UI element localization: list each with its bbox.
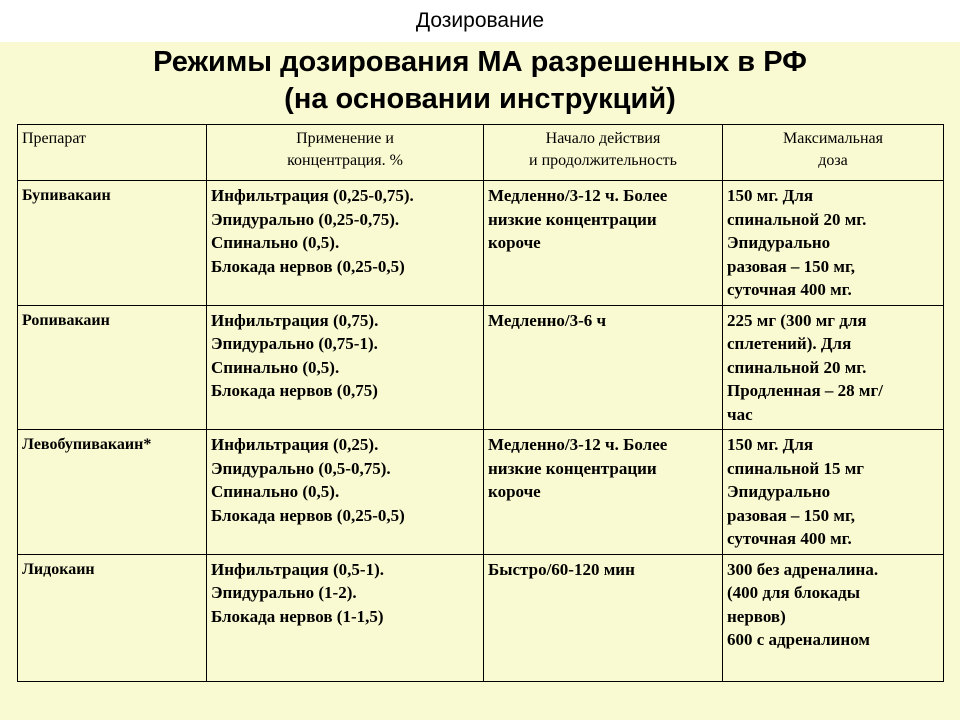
cell-line: Блокада нервов (0,75) [211,381,378,400]
cell-line: Начало действия [545,130,661,147]
cell-line: Продленная – 28 мг/ [727,381,883,400]
cell-maxdose [723,305,944,430]
title-line-2: (на основании инструкций) [284,83,676,115]
cell-line: час [727,404,753,424]
cell-line: 600 с адреналином [727,630,870,649]
header-cell-application [207,125,484,181]
dosing-table [17,124,944,682]
cell-line: 225 мг (300 мг для [727,310,867,330]
cell-line: Быстро/60-120 мин [488,559,635,579]
header-cell-drug [18,125,207,181]
cell-line: Препарат [22,130,86,147]
page-title [0,44,960,118]
cell-line: разовая – 150 мг, [727,256,856,276]
cell-line: Блокада нервов (0,25-0,5) [211,256,405,276]
cell-maxdose [723,430,944,555]
cell-line: Эпидурально (1-2). [211,583,357,602]
cell-onset [484,554,723,681]
cell-onset [484,430,723,555]
cell-line: низкие концентрации [488,209,657,229]
cell-drug: Лидокаин [18,554,207,681]
cell-line: Инфильтрация (0,25). [211,435,379,454]
cell-line: Спинально (0,5). [211,357,340,377]
cell-application [207,554,484,681]
cell-application [207,430,484,555]
cell-line: Спинально (0,5). [211,233,340,252]
cell-line: Эпидурально [727,233,831,252]
cell-line: концентрация. % [287,152,403,169]
cell-line: Эпидурально (0,25-0,75). [211,209,400,229]
cell-line: Медленно/3-12 ч. Более [488,435,668,454]
cell-line: Максимальная [783,130,883,147]
cell-line: Блокада нервов (0,25-0,5) [211,505,405,525]
table-row [18,554,944,681]
cell-line: Инфильтрация (0,5-1). [211,559,384,579]
cell-line: 300 без адреналина. [727,559,879,579]
cell-line: Применение и [296,130,394,147]
title-line-1: Режимы дозирования МА разрешенных в РФ [153,46,807,78]
cell-line: Эпидурально [727,482,831,501]
slide-header-label: Дозирование [415,9,545,32]
cell-line: низкие концентрации [488,458,657,478]
slide-header [0,0,960,42]
cell-line: суточная 400 мг. [727,529,852,548]
cell-application [207,181,484,306]
cell-line: разовая – 150 мг, [727,505,856,525]
table-header-row [18,125,944,181]
cell-line: Эпидурально (0,75-1). [211,334,378,353]
cell-drug: Ропивакаин [18,305,207,430]
cell-line: Эпидурально (0,5-0,75). [211,458,391,478]
cell-line: сплетений). Для [727,334,852,353]
table-row [18,430,944,555]
cell-line: Инфильтрация (0,25-0,75). [211,186,414,205]
cell-line: (400 для блокады [727,583,861,602]
cell-line: Спинально (0,5). [211,482,340,501]
cell-line: Инфильтрация (0,75). [211,310,379,330]
cell-line: доза [818,152,848,169]
cell-line: 150 мг. Для [727,186,814,205]
table-row [18,181,944,306]
cell-line: и продолжительность [529,152,677,169]
cell-line: суточная 400 мг. [727,280,852,299]
cell-line: спинальной 15 мг [727,458,864,478]
cell-onset [484,305,723,430]
cell-maxdose [723,554,944,681]
header-cell-maxdose [723,125,944,181]
cell-line: короче [488,233,541,252]
table-row [18,305,944,430]
cell-onset [484,181,723,306]
cell-maxdose [723,181,944,306]
cell-line: нервов) [727,606,786,626]
cell-line: спинальной 20 мг. [727,209,867,229]
cell-line: Блокада нервов (1-1,5) [211,606,384,626]
cell-line: Медленно/3-6 ч [488,310,607,330]
cell-application [207,305,484,430]
cell-line: спинальной 20 мг. [727,357,867,377]
cell-drug: Левобупивакаин* [18,430,207,555]
cell-drug: Бупивакаин [18,181,207,306]
cell-line: 150 мг. Для [727,435,814,454]
cell-line: Медленно/3-12 ч. Более [488,186,668,205]
cell-line: короче [488,482,541,501]
header-cell-onset [484,125,723,181]
